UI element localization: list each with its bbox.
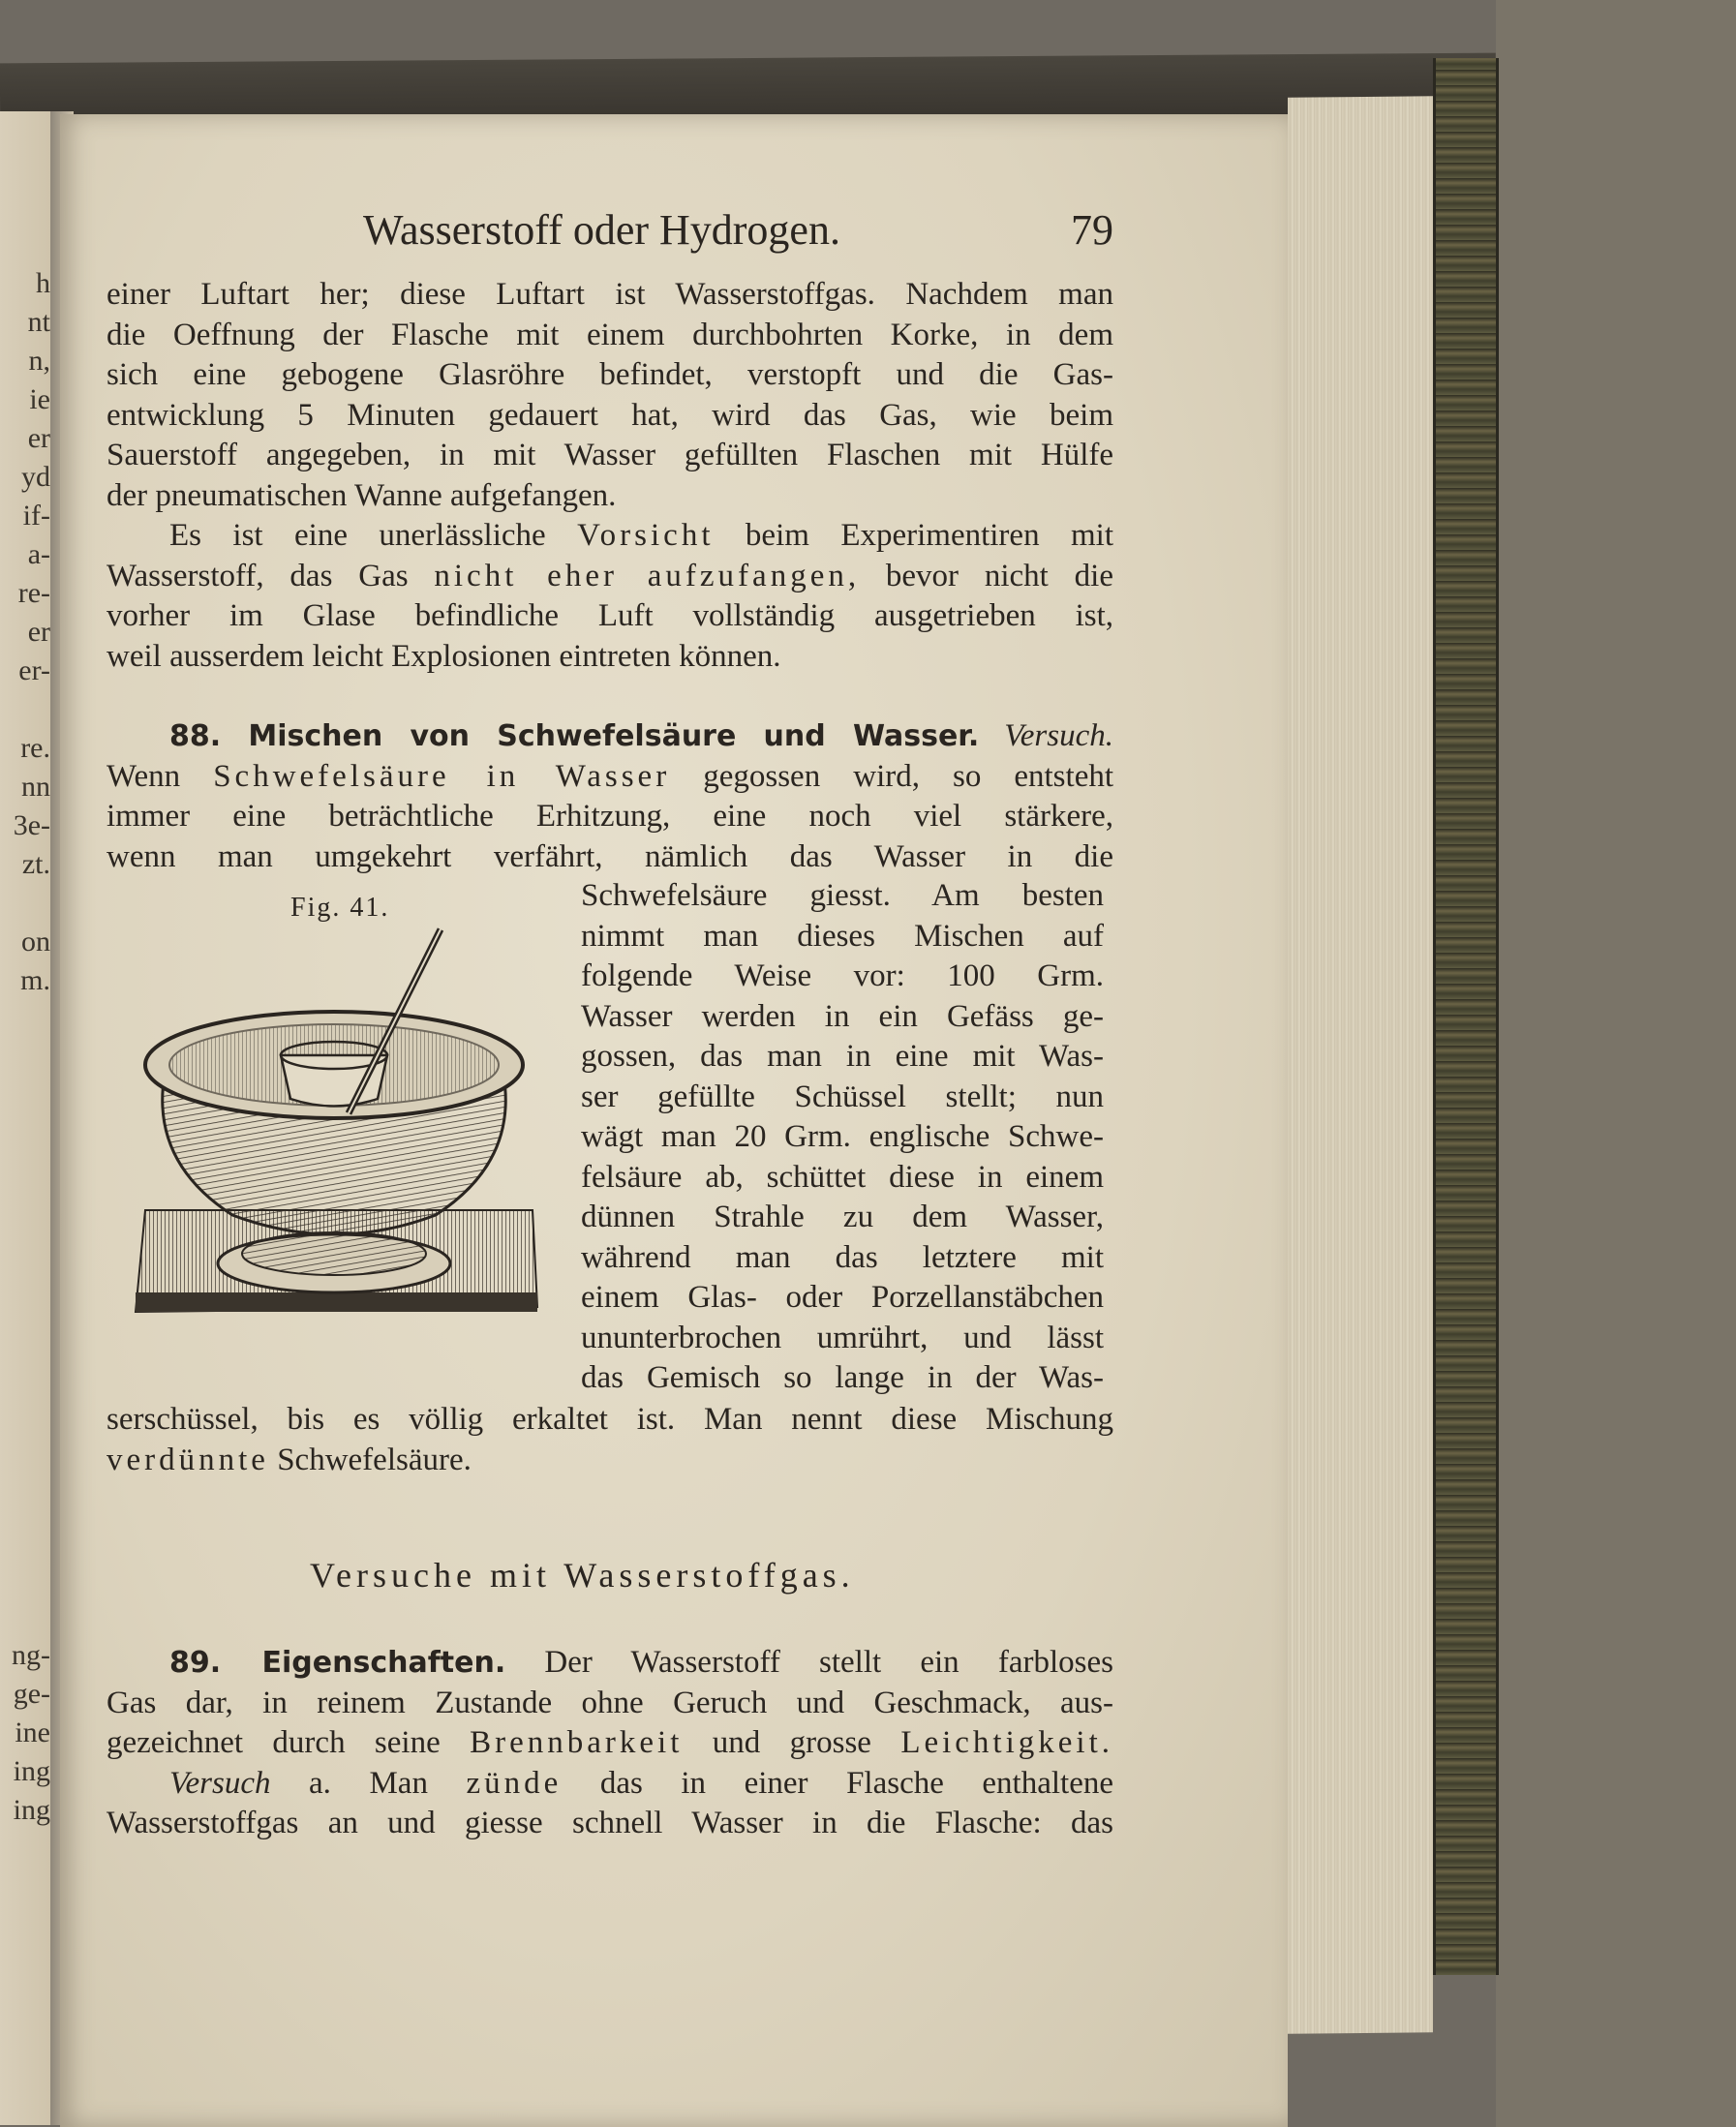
section-heading: 89. Eigenschaften. <box>169 1646 506 1680</box>
text-line: Gas dar, in reinem Zustande ohne Geruch und Geschmack, aus- <box>107 1685 1113 1720</box>
left-page-text-fragment: nn <box>21 771 50 803</box>
side-text-line: folgende Weise vor: 100 Grm. <box>581 958 1104 993</box>
versuch-label: Versuch <box>169 1765 271 1801</box>
side-text-line: Schwefelsäure giesst. Am besten <box>581 878 1104 913</box>
text-run: a. Man <box>270 1765 467 1801</box>
text-line: wenn man umgekehrt verfährt, nämlich das Wasser in die <box>107 838 1113 874</box>
side-text-line: nimmt man dieses Mischen auf <box>581 918 1104 954</box>
text-line: immer eine beträchtliche Erhitzung, eine noch viel stärkere, <box>107 799 1113 834</box>
left-page-text-fragment: a- <box>27 538 50 570</box>
text-line: Wasserstoffgas an und giesse schnell Wasser in die Flasche: das <box>107 1806 1113 1840</box>
text-run: Wasserstoff, das Gas <box>107 558 435 593</box>
left-page-text-fragment: er <box>27 422 50 454</box>
side-text-line: das Gemisch so lange in der Was- <box>581 1360 1104 1395</box>
text-run: das in einer Flasche enthaltene <box>562 1765 1113 1801</box>
text-line <box>107 1764 1113 1805</box>
section-88-tail <box>107 1400 1113 1480</box>
book-spine <box>1433 58 1499 1975</box>
text-run: gegossen wird, so entsteht <box>670 758 1114 794</box>
left-page-text-fragment: zt. <box>21 848 50 880</box>
text-run: gezeichnet durch seine <box>107 1725 471 1760</box>
spaced-emphasis: Vorsicht <box>577 518 715 553</box>
text-run: bevor nicht die <box>860 558 1113 593</box>
text-line <box>107 1643 1113 1684</box>
text-line: der pneumatischen Wanne aufgefangen. <box>107 477 617 513</box>
text-line: vorher im Glase befindliche Luft vollständig ausgetrieben ist, <box>107 598 1113 633</box>
left-page-text-fragment: re- <box>17 577 50 609</box>
left-page-text-fragment: on <box>21 926 50 957</box>
side-text-line: während man das letztere mit <box>581 1239 1104 1275</box>
paragraph-continuation <box>107 275 1113 516</box>
text-line: die Oeffnung der Flasche mit einem durchbohrten Korke, in dem <box>107 317 1113 352</box>
text-line: einer Luftart her; diese Luftart ist Wasserstoffgas. Nachdem man <box>107 277 1113 312</box>
side-text-line: einem Glas- oder Porzellanstäbchen <box>581 1280 1104 1315</box>
side-text-line: Wasser werden in ein Gefäss ge- <box>581 998 1104 1034</box>
basin-foot-top <box>242 1232 426 1275</box>
spaced-emphasis: zünde <box>466 1765 563 1801</box>
text-run: beim Experimentiren mit <box>714 518 1113 553</box>
text-line: weil ausserdem leicht Explosionen eintreten können. <box>107 638 781 674</box>
left-page-text-fragment: yd <box>21 461 50 493</box>
side-text-column <box>581 876 1104 1399</box>
left-page-text-fragment: m. <box>20 964 50 996</box>
text-run: Wenn <box>107 758 214 794</box>
figure-label: Fig. 41. <box>290 893 390 923</box>
spaced-emphasis: verdünnte <box>107 1442 269 1477</box>
left-page-text-fragment: n, <box>28 345 50 377</box>
text-run: Der Wasserstoff stellt ein farbloses <box>505 1645 1113 1680</box>
left-page-text-fragment: nt <box>27 306 50 338</box>
left-page-text-fragment: er- <box>18 654 50 686</box>
left-page-text-fragment: ng- <box>12 1639 50 1671</box>
side-text-line: dünnen Strahle zu dem Wasser, <box>581 1200 1104 1234</box>
text-line: serschüssel, bis es völlig erkaltet ist. Man nennt diese Mischung <box>107 1402 1113 1437</box>
left-page-text-fragment: er <box>27 616 50 648</box>
text-line <box>107 1441 1113 1481</box>
running-header <box>107 206 1113 255</box>
left-page-text-fragment: re. <box>20 732 50 764</box>
page-block-edges <box>1288 96 1433 2034</box>
paragraph-vorsicht <box>107 516 1113 677</box>
text-line: entwicklung 5 Minuten gedauert hat, wird das Gas, wie beim <box>107 397 1113 433</box>
versuch-label: Versuch. <box>1004 718 1113 753</box>
page-number: 79 <box>1071 206 1113 254</box>
text-run: und grosse <box>683 1725 901 1760</box>
left-page-text-fragment: ine <box>15 1717 50 1748</box>
left-page-text-fragment: if- <box>22 500 50 532</box>
text-line <box>107 1723 1113 1764</box>
text-line <box>107 516 1113 557</box>
page-title: Wasserstoff oder Hydrogen. <box>363 206 840 254</box>
text-line <box>107 557 1113 597</box>
section-heading-line <box>107 716 1113 757</box>
section-title: Versuche mit Wasserstoffgas. <box>310 1556 855 1595</box>
section-88 <box>107 716 1113 877</box>
spaced-emphasis: nicht eher aufzufangen, <box>434 558 861 593</box>
left-page-text-fragment: ge- <box>13 1678 50 1710</box>
side-text-line: ununterbrochen umrührt, und lässt <box>581 1320 1104 1355</box>
spaced-emphasis: Brennbarkeit <box>470 1725 684 1760</box>
spaced-emphasis: Schwefelsäure in Wasser <box>213 758 671 794</box>
section-89 <box>107 1643 1113 1844</box>
text-run: Schwefelsäure. <box>268 1442 472 1477</box>
side-text-line: felsäure ab, schüttet diese in einem <box>581 1159 1104 1195</box>
side-text-line: wägt man 20 Grm. englische Schwe- <box>581 1119 1104 1154</box>
left-page-text-fragment: ing <box>13 1794 50 1826</box>
left-page-fragment <box>0 111 50 2125</box>
left-page-text-fragment: h <box>36 267 50 299</box>
left-page-text-fragment: ing <box>13 1755 50 1787</box>
background-beyond-book <box>1496 0 1736 2127</box>
left-page-text-fragment: 3e- <box>13 809 50 841</box>
base-plate-edge <box>136 1292 537 1312</box>
side-text-line: gossen, das man in eine mit Was- <box>581 1039 1104 1074</box>
text-line: Sauerstoff angegeben, in mit Wasser gefüllten Flaschen mit Hülfe <box>107 438 1113 472</box>
text-line <box>107 757 1113 798</box>
spaced-emphasis: Leichtigkeit. <box>900 1725 1114 1760</box>
side-text-line: ser gefüllte Schüssel stellt; nun <box>581 1079 1104 1114</box>
text-line: sich eine gebogene Glasröhre befindet, verstopft und die Gas- <box>107 357 1113 392</box>
left-page-text-fragment: ie <box>29 383 50 415</box>
text-run: Es ist eine unerlässliche <box>169 518 578 553</box>
section-heading: 88. Mischen von Schwefelsäure und Wasser. <box>169 719 980 753</box>
figure-basin-illustration <box>126 920 552 1355</box>
